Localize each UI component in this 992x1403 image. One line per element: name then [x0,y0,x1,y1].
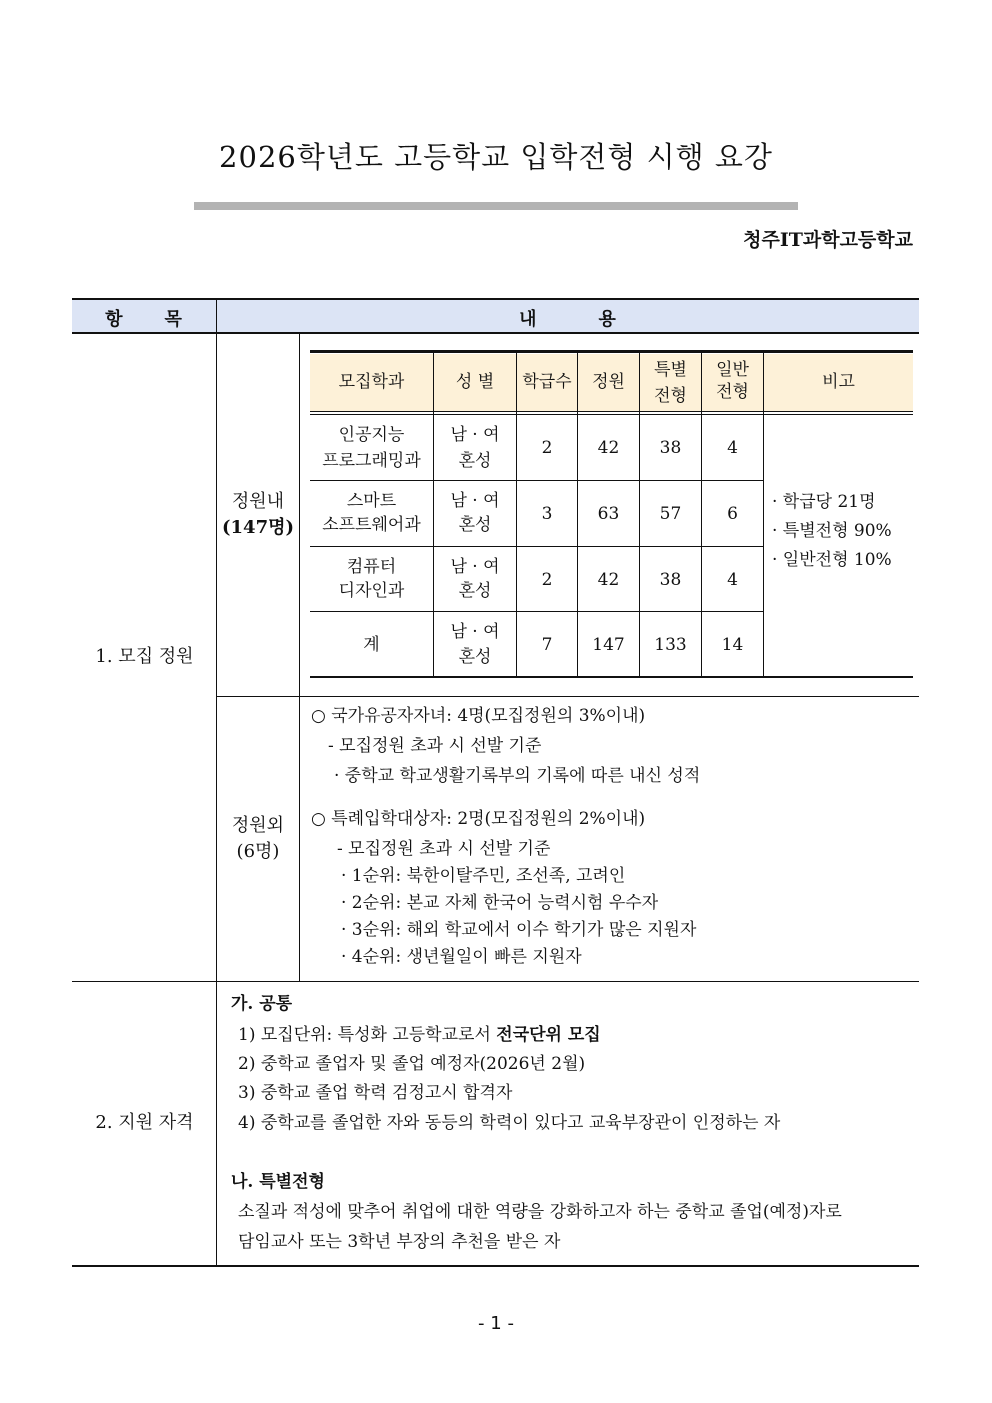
row3-dept-line1: 컴퓨터 [346,557,397,577]
note-1: · 학급당 21명 [772,492,876,512]
row3-general: 4 [727,570,738,590]
inner-header-bottom-2 [310,414,913,415]
row-total-gender-line2: 혼성 [458,647,492,667]
common-item-1 [238,1023,601,1047]
special-text-2: 담임교사 또는 3학년 부장의 추천을 받은 자 [238,1232,561,1252]
title-underline [194,202,798,210]
quota-out-count: (6명) [236,841,280,862]
quota-in-count: (147명) [222,517,294,538]
inner-bottom-border [310,676,913,678]
inner-header-bottom-1 [310,411,913,412]
common-item-2: 2) 중학교 졸업자 및 졸업 예정자(2026년 2월) [238,1054,586,1074]
common-item-1-text: 1) 모집단위: 특성화 고등학교로서 [238,1025,497,1045]
row2-classes: 3 [541,504,553,524]
special-title: 나. 특별전형 [231,1172,325,1192]
inner-col-line-6 [763,353,764,676]
outside-line-9: · 4순위: 생년월일이 빠른 지원자 [341,947,582,967]
row2-dept-line2: 소프트웨어과 [322,515,421,535]
header-item: 항 목 [105,309,184,330]
col-header-special-2: 전형 [654,386,687,406]
col-header-classes: 학급수 [522,372,572,392]
column-divider-2 [299,334,300,981]
row2-dept-line1: 스마트 [346,491,397,511]
col-header-notes: 비고 [822,372,855,392]
row-total-classes: 7 [541,635,553,655]
outside-line-2: - 모집정원 초과 시 선발 기준 [328,736,542,756]
outside-line-5: - 모집정원 초과 시 선발 기준 [337,839,551,859]
inner-row-line-1 [310,480,763,481]
row1-general: 4 [727,438,738,458]
col-header-general-2: 전형 [716,382,749,402]
common-item-4: 4) 중학교를 졸업한 자와 동등의 학력이 있다고 교육부장관이 인정하는 자 [238,1113,781,1133]
special-text-1: 소질과 적성에 맞추어 취업에 대한 역량을 강화하고자 하는 중학교 졸업(예정)자로 [238,1202,842,1222]
note-3: · 일반전형 10% [772,550,892,570]
row1-dept-line1: 인공지능 [338,425,405,445]
inner-row-line-3 [310,611,763,612]
row2-quota: 63 [597,504,620,524]
row-divider-section [72,981,919,982]
row1-dept-line2: 프로그래밍과 [322,451,421,471]
row-total-dept: 계 [363,635,380,655]
outside-line-7: · 2순위: 본교 자체 한국어 능력시험 우수자 [341,893,659,913]
outside-line-3: · 중학교 학교생활기록부의 기록에 따른 내신 성적 [334,766,701,786]
row3-quota: 42 [597,570,620,590]
common-item-3: 3) 중학교 졸업 학력 검정고시 합격자 [238,1083,513,1103]
col-header-special-1: 특별 [654,360,687,380]
row2-special: 57 [659,504,682,524]
table-top-border [72,298,919,300]
col-header-quota: 정원 [592,372,625,392]
row-divider-quota [217,696,919,697]
col-header-general-1: 일반 [716,360,749,380]
row3-gender-line2: 혼성 [458,581,492,601]
outside-line-4: ○ 특례입학대상자: 2명(모집정원의 2%이내) [311,809,646,829]
row2-general: 6 [727,504,738,524]
section2-label: 2. 지원 자격 [95,1112,194,1133]
outside-line-8: · 3순위: 해외 학교에서 이수 학기가 많은 지원자 [341,920,697,940]
quota-in-label: 정원내 [231,491,285,512]
row3-dept-line2: 디자인과 [338,581,405,601]
note-2: · 특별전형 90% [772,521,892,541]
col-header-dept: 모집학과 [338,372,405,392]
inner-row-line-2 [310,546,763,547]
common-title: 가. 공통 [231,994,293,1014]
quota-out-label: 정원외 [231,815,285,836]
common-item-1-emphasis: 전국단위 모집 [496,1025,601,1045]
page-number: - 1 - [478,1313,514,1334]
table-bottom-border [72,1265,919,1267]
row3-gender-line1: 남 · 여 [450,557,500,577]
row-total-gender-line1: 남 · 여 [450,622,500,642]
outside-line-6: · 1순위: 북한이탈주민, 조선족, 고려인 [341,866,626,886]
row2-gender-line1: 남 · 여 [450,491,500,511]
school-name: 청주IT과학고등학교 [743,229,913,251]
row-total-quota: 147 [592,635,625,655]
row1-special: 38 [659,438,682,458]
section1-label: 1. 모집 정원 [95,646,194,667]
row3-special: 38 [659,570,682,590]
row1-quota: 42 [597,438,620,458]
row-total-special: 133 [654,635,687,655]
row1-gender-line1: 남 · 여 [450,425,500,445]
row1-classes: 2 [541,438,553,458]
row3-classes: 2 [541,570,553,590]
outside-line-1: ○ 국가유공자자녀: 4명(모집정원의 3%이내) [311,706,646,726]
row1-gender-line2: 혼성 [458,451,492,471]
page-title: 2026학년도 고등학교 입학전형 시행 요강 [219,140,773,174]
col-header-gender: 성 별 [455,372,495,392]
header-bottom-border [72,332,919,334]
inner-top-border [310,350,913,353]
row-total-general: 14 [721,635,744,655]
row2-gender-line2: 혼성 [458,515,492,535]
header-content: 내 용 [519,309,618,330]
